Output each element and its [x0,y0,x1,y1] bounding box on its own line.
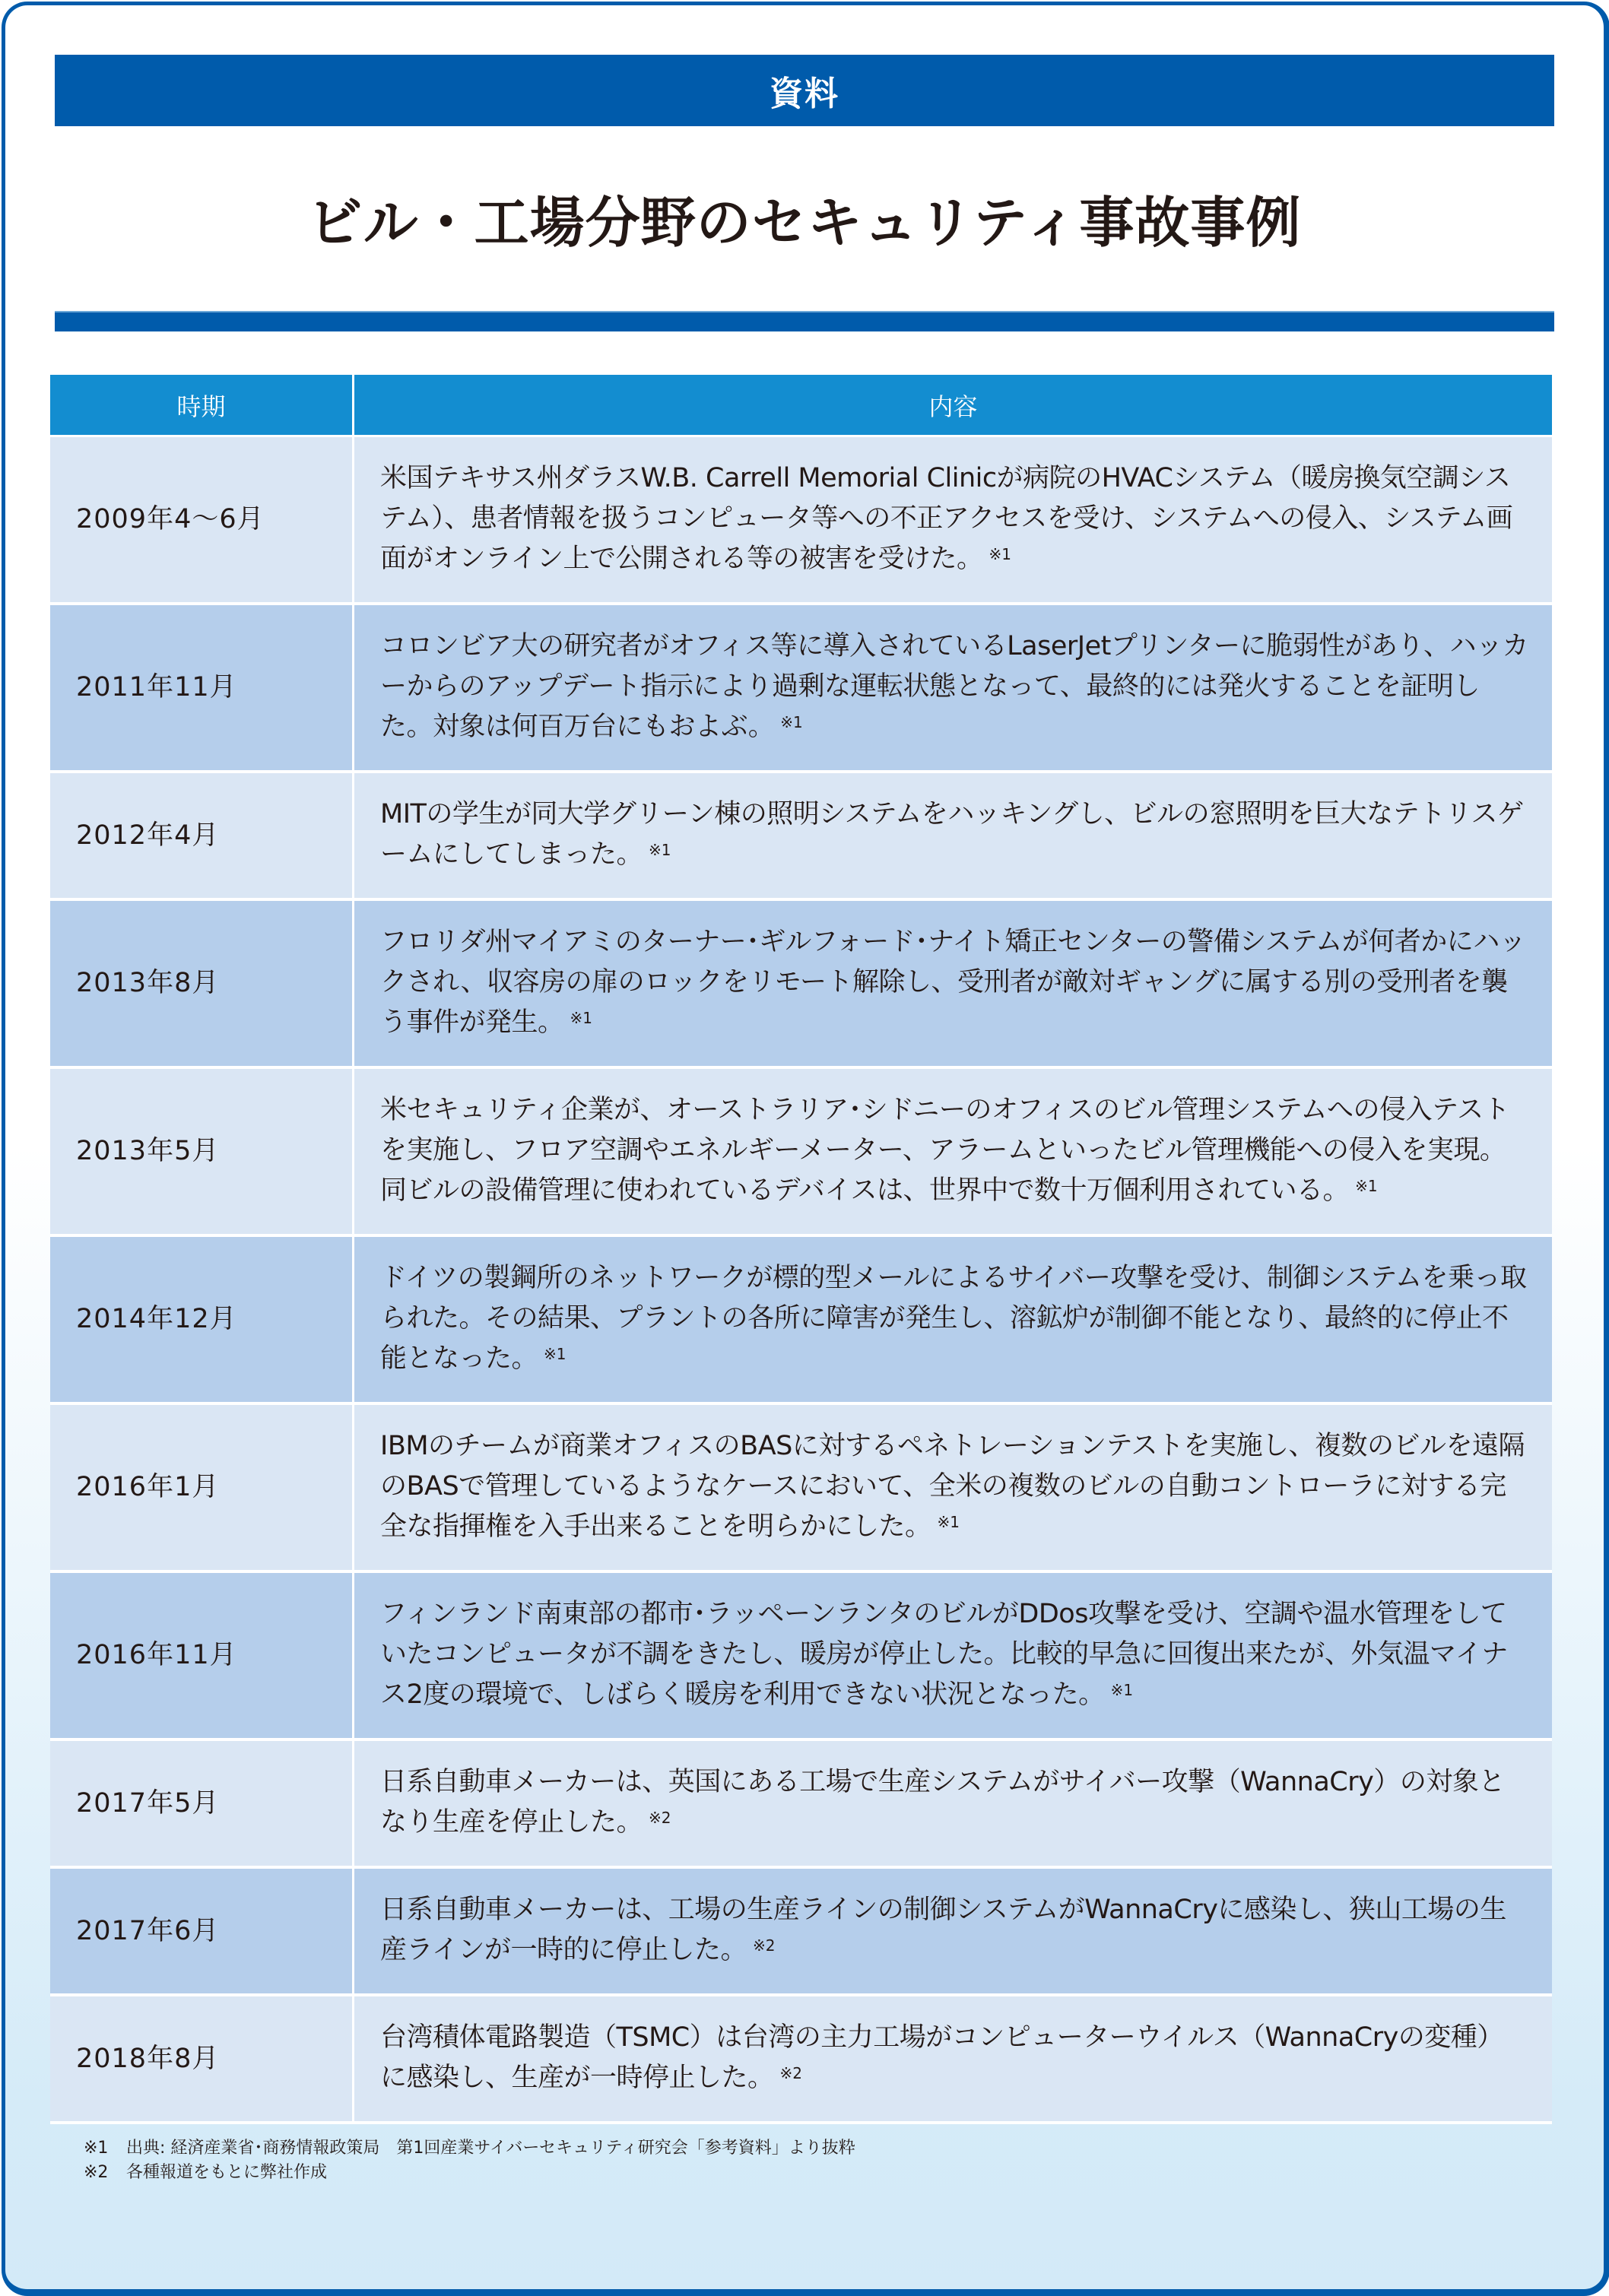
title-divider [55,311,1554,331]
footnote-text: 各種報道をもとに弊社作成 [126,2163,328,2182]
footnote-ref: ※1 [937,1513,960,1531]
content-cell [354,1237,1552,1405]
table-row [50,773,1552,901]
period-cell: 2014年12月 [50,1237,354,1405]
content-cell [354,1869,1552,1996]
period-cell: 2009年4～6月 [50,437,354,605]
period-cell: 2011年11月 [50,605,354,773]
period-cell: 2012年4月 [50,773,354,901]
table-row [50,605,1552,773]
content-cell [354,773,1552,901]
content-cell [354,1573,1552,1741]
period-cell: 2018年8月 [50,1996,354,2124]
table-row [50,1741,1552,1869]
content-text: 米国テキサス州ダラスW.B. Carrell Memorial Clinicが病院のHVACシステム（暖房換気空調システム）、患者情報を扱うコンピュータ等への不正アクセスを受け、システムへの侵入、システム画面がオンライン上で公開される等の被害を受けた。 [380,463,1513,574]
content-text: フロリダ州マイアミのターナー･ギルフォード･ナイト矯正センターの警備システムが何者かにハックされ、収容房の扉のロックをリモート解除し、受刑者が敵対ギャングに属する別の受刑者を襲う事件が発生。 [380,927,1526,1038]
footnote-ref: ※1 [570,1009,592,1027]
table-row [50,1573,1552,1741]
footnote-2 [84,2161,855,2185]
section-banner [55,55,1554,126]
content-text: 米セキュリティ企業が、オーストラリア･シドニーのオフィスのビル管理システムへの侵入テストを実施し、フロア空調やエネルギーメーター、アラームといったビル管理機能への侵入を実現。同ビルの設備管理に使われているデバイスは、世界中で数十万個利用されている。 [380,1095,1510,1206]
content-text: IBMのチームが商業オフィスのBASに対するペネトレーションテストを実施し、複数のビルを遠隔のBASで管理しているようなケースにおいて、全米の複数のビルの自動コントローラに対する完全な指揮権を入手出来ることを明らかにした。 [380,1431,1525,1542]
table-row [50,1869,1552,1996]
content-cell [354,901,1552,1069]
table-row [50,1405,1552,1573]
content-cell [354,1405,1552,1573]
footnote-ref: ※1 [1110,1681,1134,1699]
footnote-ref: ※1 [1355,1177,1378,1195]
footnote-1 [84,2136,855,2161]
footnote-ref: ※2 [752,1936,776,1955]
table-row [50,1069,1552,1237]
footnote-ref: ※1 [780,713,803,731]
page-title: ビル・工場分野のセキュリティ事故事例 [307,191,1302,255]
content-cell [354,437,1552,605]
content-text: コロンビア大の研究者がオフィス等に導入されているLaserJetプリンターに脆弱性があり、ハッカーからのアップデート指示により過剰な運転状態となって、最終的には発火することを証明した。対象は何百万台にもおよぶ。 [380,631,1529,742]
footnote-ref: ※1 [544,1345,566,1363]
column-header-content: 内容 [354,375,1552,437]
content-text: 台湾積体電路製造（TSMC）は台湾の主力工場がコンピューターウイルス（WannaCryの変種）に感染し、生産が一時停止した。 [380,2022,1503,2093]
column-header-period: 時期 [50,375,354,437]
period-cell: 2016年11月 [50,1573,354,1741]
footnotes [84,2136,855,2185]
period-cell: 2013年8月 [50,901,354,1069]
period-cell: 2013年5月 [50,1069,354,1237]
footnote-ref: ※1 [649,841,671,859]
period-cell: 2017年5月 [50,1741,354,1869]
banner-label: 資料 [770,75,839,113]
content-text: ドイツの製鋼所のネットワークが標的型メールによるサイバー攻撃を受け、制御システムを乗っ取られた。その結果、プラントの各所に障害が発生し、溶鉱炉が制御不能となり、最終的に停止不能となった。 [380,1263,1527,1374]
footnote-ref: ※1 [989,545,1011,563]
content-cell [354,1069,1552,1237]
table-header-row [50,375,1552,437]
footnote-ref: ※2 [649,1809,671,1827]
table-row [50,1237,1552,1405]
footnote-text: 出典: 経済産業省･商務情報政策局 第1回産業サイバーセキュリティ研究会「参考資料」より抜粋 [126,2139,855,2158]
footnote-mark: ※1 [84,2139,109,2158]
content-cell [354,605,1552,773]
incidents-table [50,375,1552,2124]
table-row [50,901,1552,1069]
content-cell [354,1996,1552,2124]
content-cell [354,1741,1552,1869]
content-text: MITの学生が同大学グリーン棟の照明システムをハッキングし、ビルの窓照明を巨大なテトリスゲームにしてしまった。 [380,799,1524,870]
footnote-ref: ※2 [779,2064,802,2082]
content-text: 日系自動車メーカーは、工場の生産ラインの制御システムがWannaCryに感染し、狭山工場の生産ラインが一時的に停止した。 [380,1895,1506,1965]
footnote-mark: ※2 [84,2163,109,2182]
table-row [50,1996,1552,2124]
content-text: 日系自動車メーカーは、英国にある工場で生産システムがサイバー攻撃（WannaCry）の対象となり生産を停止した。 [380,1767,1505,1838]
period-cell: 2016年1月 [50,1405,354,1573]
table-row [50,437,1552,605]
content-text: フィンランド南東部の都市･ラッペーンランタのビルがDDos攻撃を受け、空調や温水管理をしていたコンピュータが不調をきたし、暖房が停止した。比較的早急に回復出来たが、外気温マイナス2度の環境で、しばらく暖房を利用できない状況となった。 [380,1599,1508,1710]
period-cell: 2017年6月 [50,1869,354,1996]
